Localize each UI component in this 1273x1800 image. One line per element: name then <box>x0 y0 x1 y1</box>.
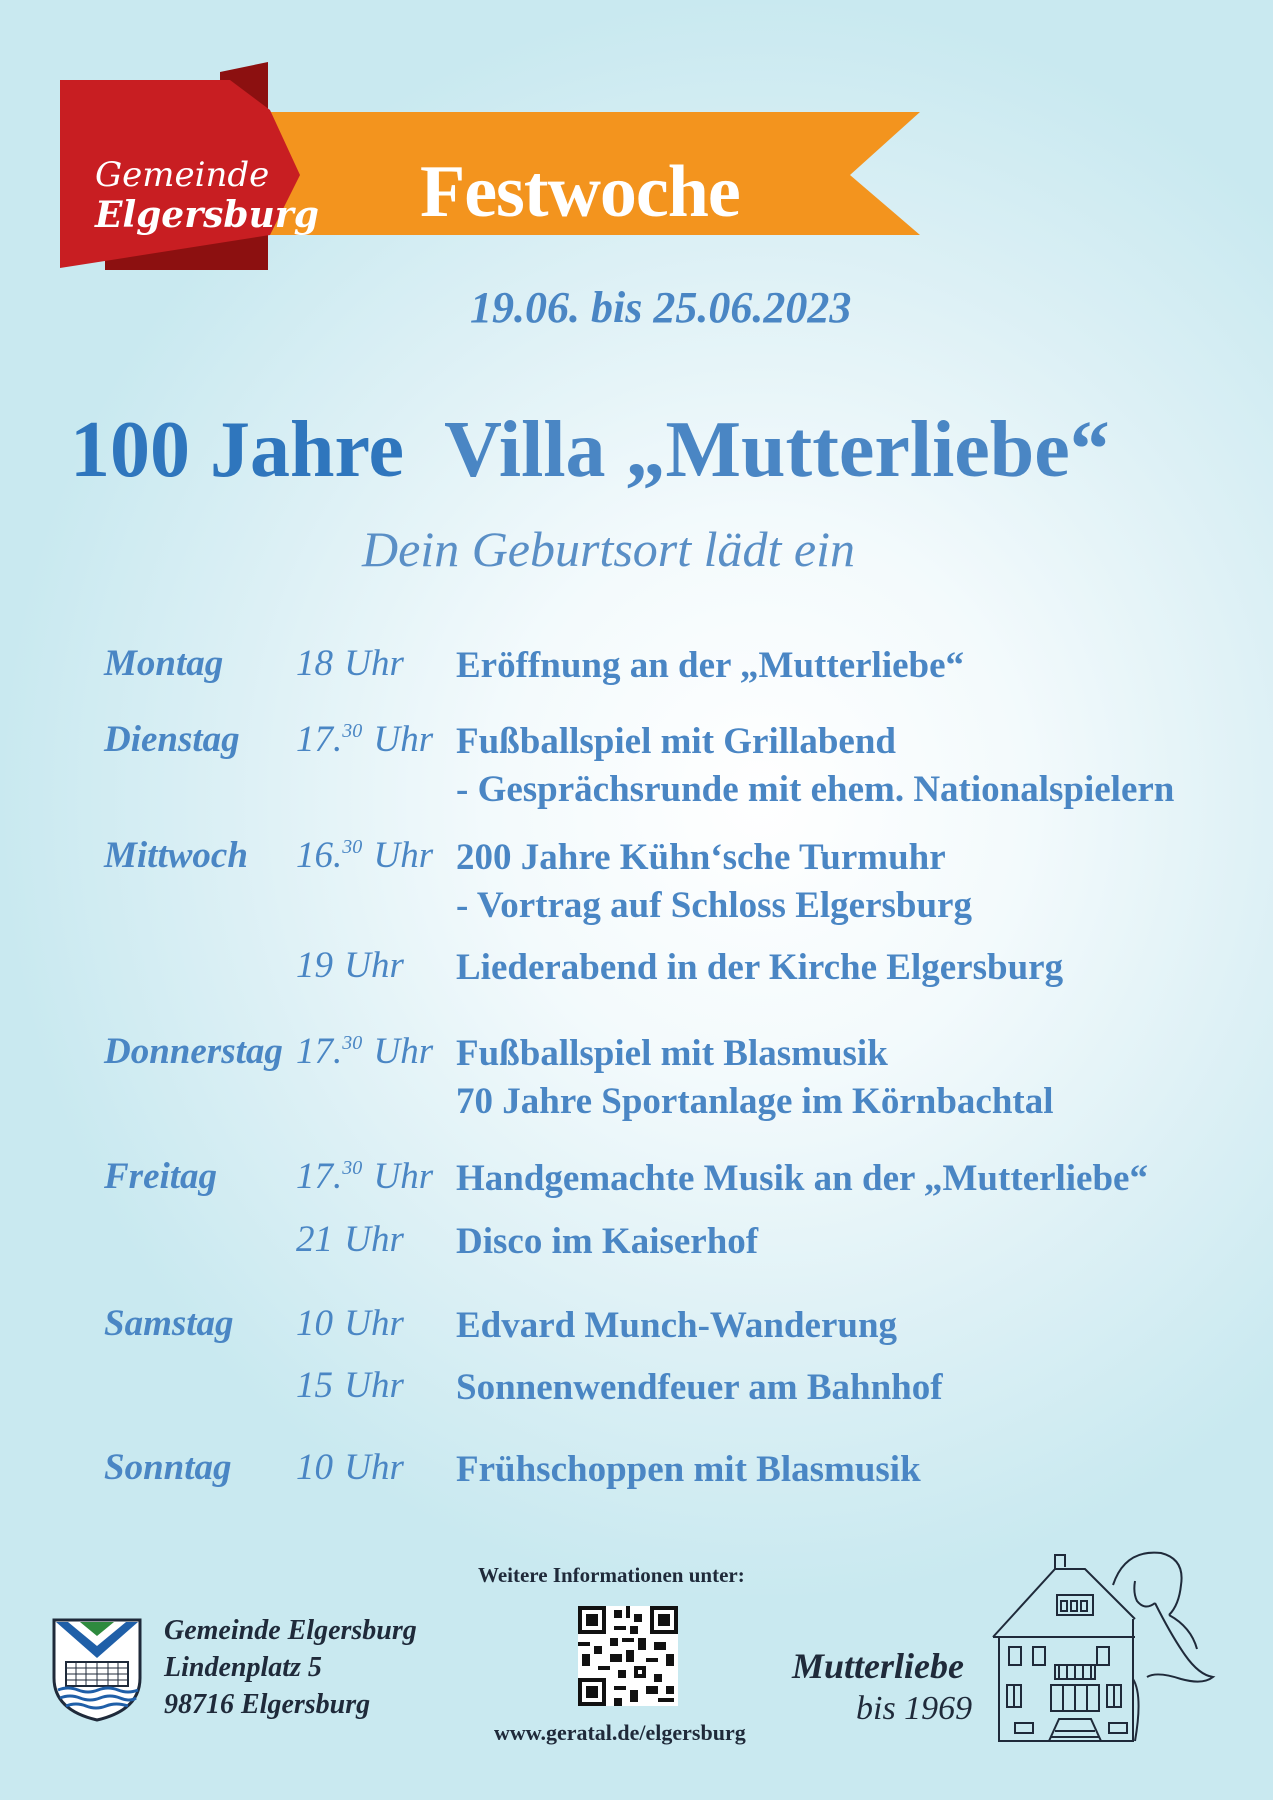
schedule-day: Montag <box>104 643 224 684</box>
schedule-day: Sonntag <box>104 1447 232 1488</box>
schedule-row <box>0 718 1273 810</box>
logo-line-1: Gemeinde <box>95 155 270 195</box>
schedule-event: Handgemachte Musik an der „Mutterliebe“ <box>456 1158 1148 1199</box>
mutterliebe-since: bis 1969 <box>856 1690 973 1727</box>
schedule-row <box>0 1155 1273 1207</box>
schedule-time: 21 Uhr <box>296 1219 404 1260</box>
info-label: Weitere Informationen unter: <box>478 1563 745 1587</box>
subtitle: Dein Geburtsort lädt ein <box>362 521 856 577</box>
schedule-day: Donnerstag <box>104 1031 283 1072</box>
schedule-row <box>0 1030 1273 1122</box>
info-url[interactable]: www.geratal.de/elgersburg <box>494 1720 746 1745</box>
schedule-row <box>0 1302 1273 1354</box>
schedule-row <box>0 944 1273 996</box>
schedule-row <box>0 1446 1273 1498</box>
schedule-event: Disco im Kaiserhof <box>456 1221 759 1262</box>
schedule-day: Mittwoch <box>104 835 248 876</box>
schedule-event: Frühschoppen mit Blasmusik <box>456 1449 921 1490</box>
villa-drawing-icon <box>985 1545 1225 1745</box>
schedule-time: 17.30 Uhr <box>296 1156 434 1197</box>
schedule-time: 18 Uhr <box>296 643 404 684</box>
qr-code-icon[interactable] <box>578 1606 678 1706</box>
schedule-time: 17.30 Uhr <box>296 719 434 760</box>
address-line: 98716 Elgersburg <box>164 1689 371 1720</box>
schedule-row <box>0 834 1273 926</box>
address-block <box>164 1612 417 1723</box>
schedule-event: Fußballspiel mit Blasmusik 70 Jahre Sportanlage im Körnbachtal <box>456 1033 1054 1122</box>
schedule-event: Eröffnung an der „Mutterliebe“ <box>456 645 965 686</box>
headline <box>70 405 1110 496</box>
schedule-event: 200 Jahre Kühn‘sche Turmuhr - Vortrag auf Schloss Elgersburg <box>456 837 972 926</box>
schedule-day: Freitag <box>104 1156 218 1197</box>
schedule-time: 19 Uhr <box>296 945 404 986</box>
headline-rest: Villa „Mutterliebe“ <box>444 406 1110 494</box>
schedule-time: 10 Uhr <box>296 1303 404 1344</box>
schedule-event: Fußballspiel mit Grillabend - Gesprächsrunde mit ehem. Nationalspielern <box>456 721 1175 810</box>
schedule-day: Dienstag <box>104 719 240 760</box>
schedule-time: 17.30 Uhr <box>296 1031 434 1072</box>
schedule-event: Liederabend in der Kirche Elgersburg <box>456 947 1064 988</box>
municipality-logo-text <box>95 155 319 235</box>
address-line: Lindenplatz 5 <box>164 1652 322 1683</box>
coat-of-arms-icon <box>52 1618 142 1722</box>
schedule-time: 15 Uhr <box>296 1365 404 1406</box>
mutterliebe-name: Mutterliebe <box>792 1646 964 1686</box>
schedule-row <box>0 1364 1273 1416</box>
festival-dates: 19.06. bis 25.06.2023 <box>470 283 852 332</box>
schedule-row <box>0 642 1273 694</box>
address-line: Gemeinde Elgersburg <box>164 1615 417 1646</box>
schedule-event: Edvard Munch-Wanderung <box>456 1305 898 1346</box>
headline-number: 100 Jahre <box>70 406 405 494</box>
schedule-row <box>0 1218 1273 1270</box>
schedule-day: Samstag <box>104 1303 234 1344</box>
schedule-time: 10 Uhr <box>296 1447 404 1488</box>
banner-title: Festwoche <box>420 151 740 233</box>
schedule-time: 16.30 Uhr <box>296 835 434 876</box>
logo-line-2: Elgersburg <box>95 194 319 236</box>
schedule-event: Sonnenwendfeuer am Bahnhof <box>456 1367 943 1408</box>
